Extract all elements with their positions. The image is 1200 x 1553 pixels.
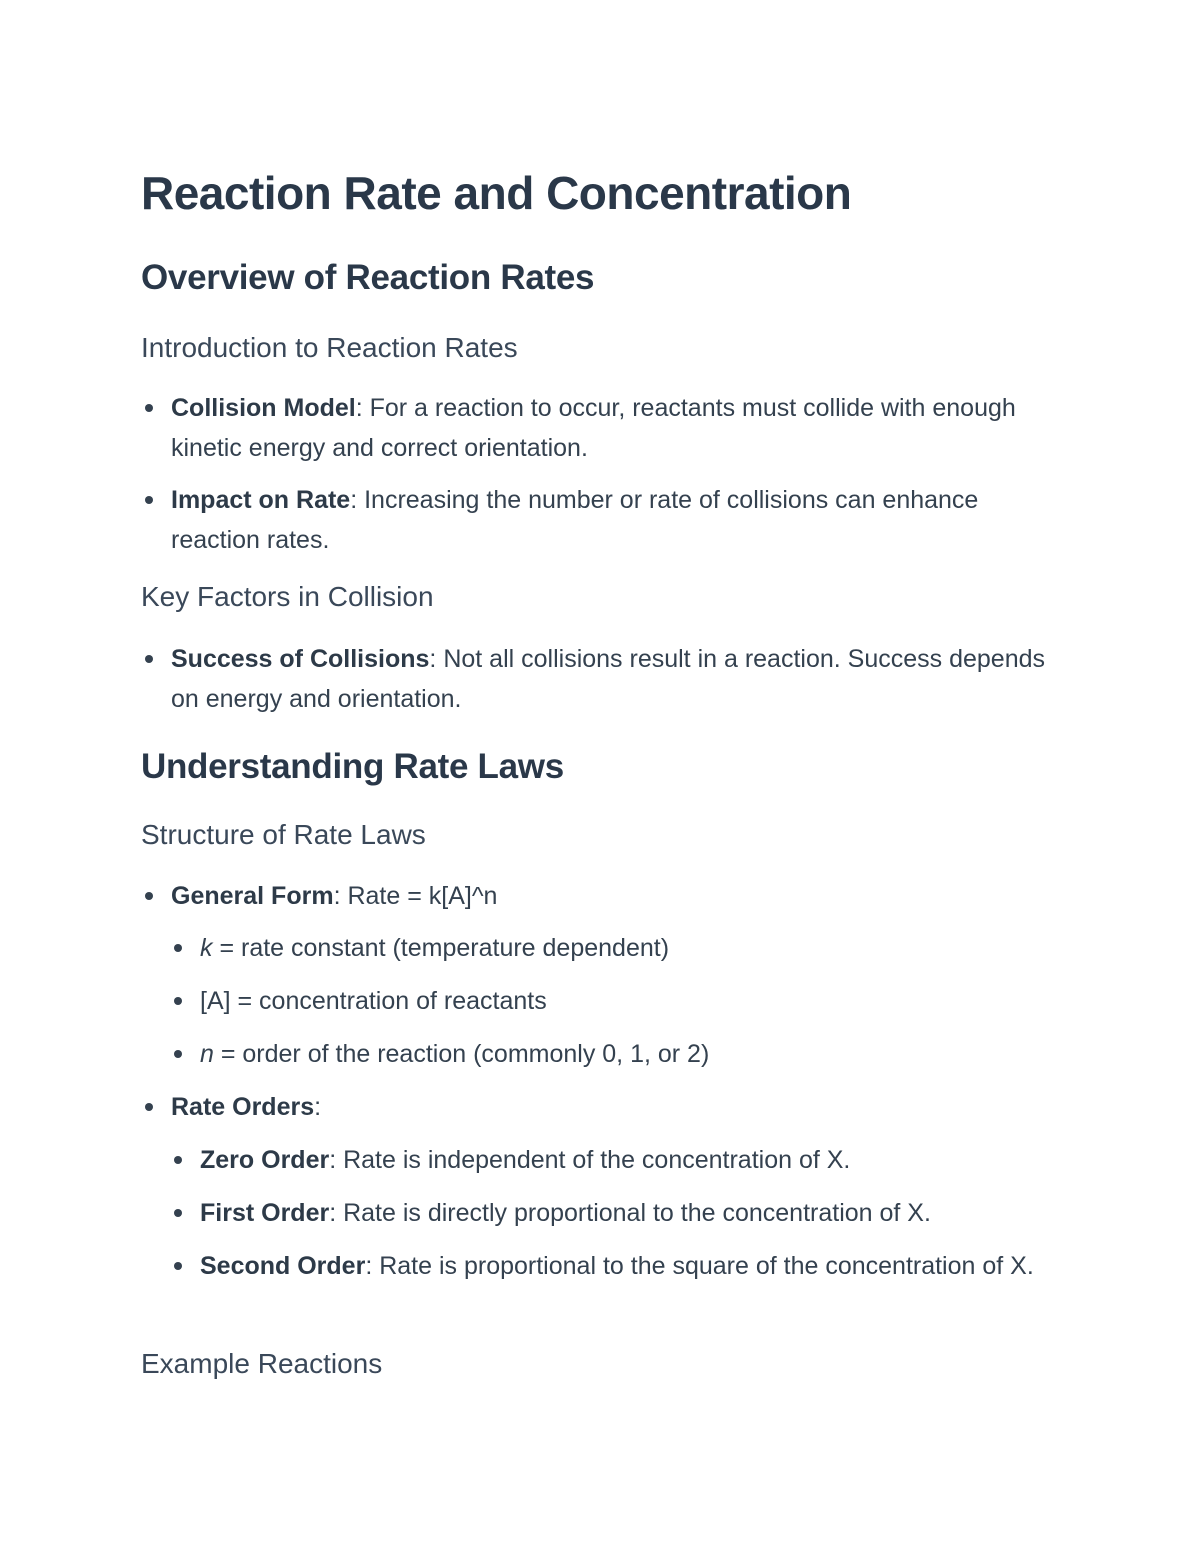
sub-list-item-k [200, 928, 1070, 968]
sub-list-item-a [200, 981, 1070, 1021]
section-heading-rate-laws: Understanding Rate Laws [141, 747, 564, 786]
list-item-text: : [314, 1093, 322, 1121]
list-item-collision-model [171, 388, 1071, 468]
bullet-icon [174, 1262, 182, 1270]
list-item-text: : For a reaction to occur, reactants must collide with enough kinetic energy and correct orientation. [171, 394, 1016, 462]
subsection-heading-example-reactions: Example Reactions [141, 1348, 383, 1379]
subsection-heading-key-factors: Key Factors in Collision [141, 581, 434, 612]
bullet-icon [145, 655, 153, 663]
page-title: Reaction Rate and Concentration [141, 167, 852, 219]
sub-list-item-second-order [200, 1246, 1070, 1286]
sub-list-item-text: : Rate is proportional to the square of the concentration of X. [365, 1252, 1034, 1280]
sub-list-item-text: : Rate is directly proportional to the concentration of X. [329, 1199, 931, 1227]
sub-list-item-text: = rate constant (temperature dependent) [212, 934, 670, 962]
variable-symbol: n [200, 1040, 214, 1068]
sub-list-item-text: : Rate is independent of the concentration of X. [329, 1146, 851, 1174]
sub-list-item-term: First Order [200, 1199, 330, 1227]
list-item-text: : Not all collisions result in a reaction. Success depends on energy and orientation. [171, 645, 1046, 713]
list-item-text: : Rate = k[A]^n [333, 882, 498, 910]
list-item-general-form [171, 876, 1071, 916]
list-item-term: Collision Model [171, 394, 356, 422]
sub-list-item-n [200, 1034, 1070, 1074]
bullet-icon [145, 1103, 153, 1111]
bullet-icon [174, 1050, 182, 1058]
bullet-icon [145, 404, 153, 412]
subsection-heading-introduction: Introduction to Reaction Rates [141, 332, 518, 363]
bullet-icon [174, 1156, 182, 1164]
bullet-icon [145, 892, 153, 900]
bullet-icon [145, 496, 153, 504]
list-item-rate-orders [171, 1087, 1071, 1127]
sub-list-item-term: Second Order [200, 1252, 366, 1280]
list-item-impact-on-rate [171, 480, 1071, 560]
bullet-icon [174, 1209, 182, 1217]
list-item-term: Rate Orders [171, 1093, 315, 1121]
bullet-icon [174, 944, 182, 952]
subsection-heading-structure: Structure of Rate Laws [141, 819, 426, 850]
sub-list-item-first-order [200, 1193, 1070, 1233]
sub-list-item-zero-order [200, 1140, 1070, 1180]
sub-list-item-text: = order of the reaction (commonly 0, 1, or 2) [213, 1040, 710, 1068]
list-item-success-of-collisions [171, 639, 1071, 719]
sub-list-item-text: [A] = concentration of reactants [200, 987, 547, 1015]
list-item-text: : Increasing the number or rate of collisions can enhance reaction rates. [171, 486, 979, 554]
section-heading-overview: Overview of Reaction Rates [141, 258, 595, 297]
list-item-term: Success of Collisions [171, 645, 430, 673]
bullet-icon [174, 997, 182, 1005]
list-item-term: General Form [171, 882, 334, 910]
sub-list-item-term: Zero Order [200, 1146, 330, 1174]
variable-symbol: k [200, 934, 213, 962]
list-item-term: Impact on Rate [171, 486, 351, 514]
